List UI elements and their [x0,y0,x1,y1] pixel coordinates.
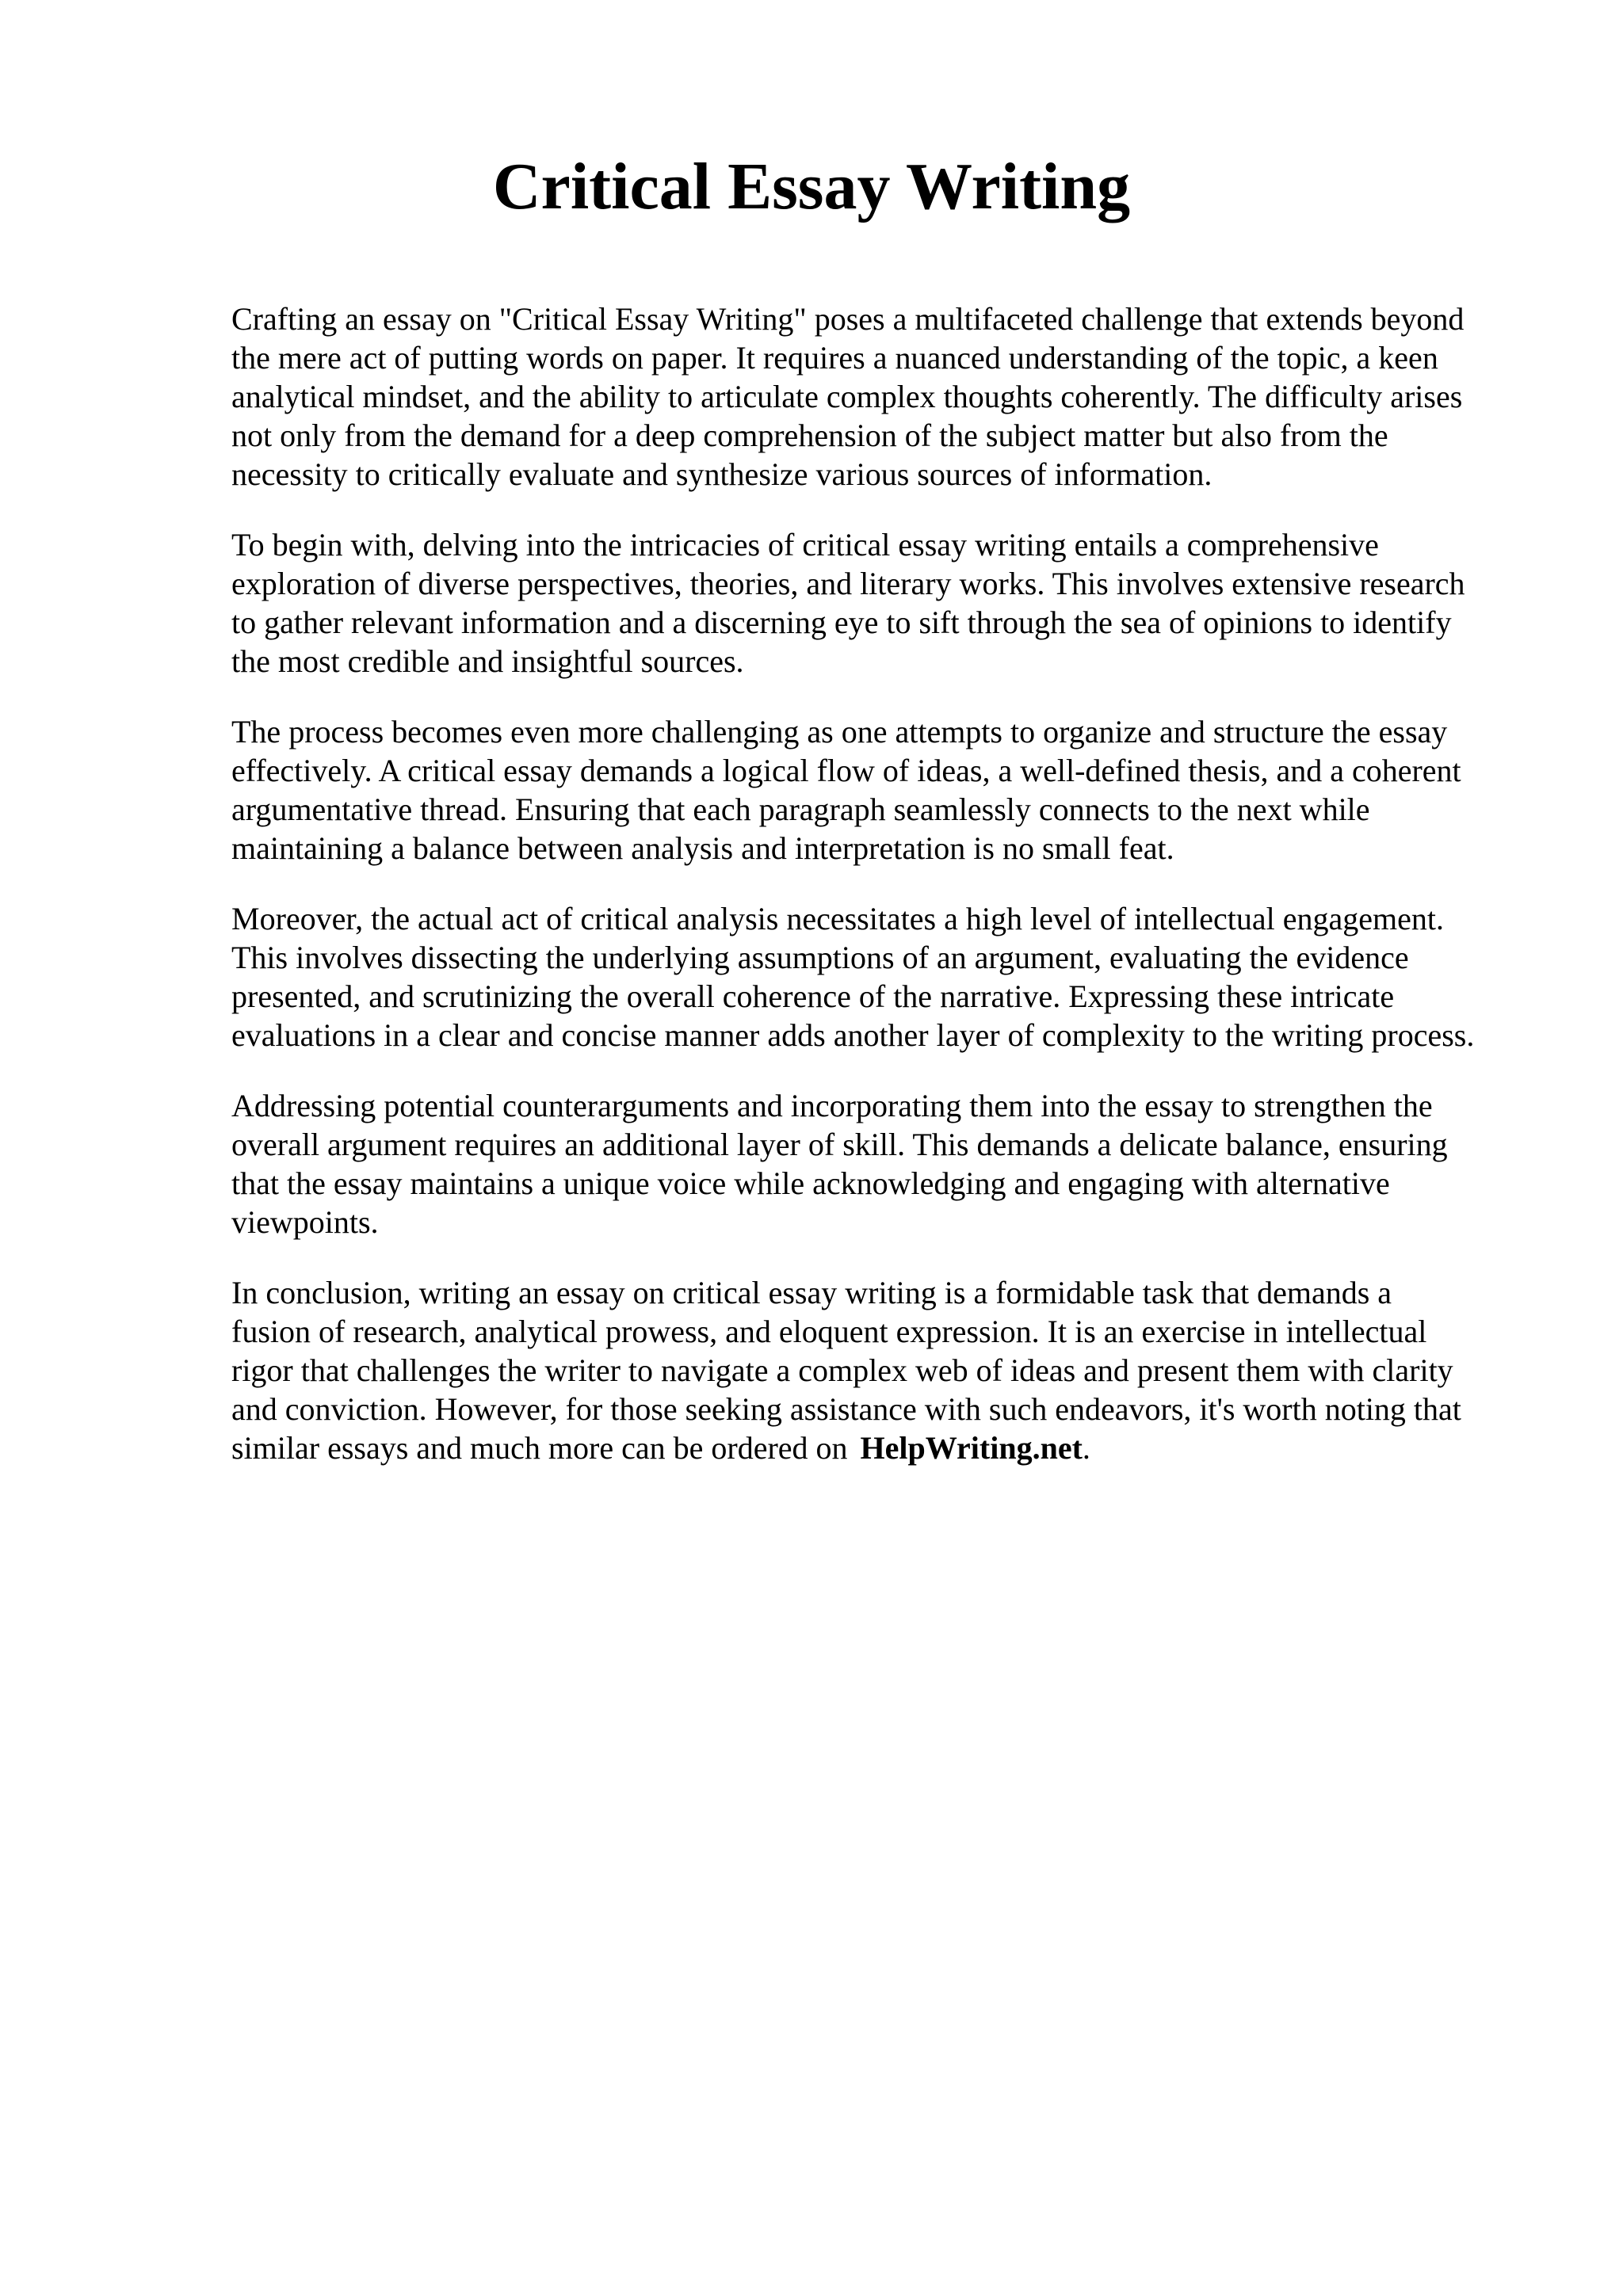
paragraph-line: not only from the demand for a deep comprehension of the subject matter but also from the [231,418,1388,453]
brand-name: HelpWriting.net [860,1430,1083,1466]
paragraph-line: Addressing potential counterarguments and incorporating them into the essay to strengthen the [231,1088,1433,1123]
paragraph-line: maintaining a balance between analysis and interpretation is no small feat. [231,830,1174,866]
paragraph-line: In conclusion, writing an essay on critical essay writing is a formidable task that demands a [231,1275,1392,1310]
paragraph-line: To begin with, delving into the intricacies of critical essay writing entails a comprehensive [231,527,1379,563]
paragraph-line: analytical mindset, and the ability to articulate complex thoughts coherently. The difficulty arises [231,379,1463,414]
paragraph-line: to gather relevant information and a discerning eye to sift through the sea of opinions to identify [231,605,1452,640]
paragraph-2 [231,525,1531,681]
paragraph-line: fusion of research, analytical prowess, and eloquent expression. It is an exercise in intellectual [231,1314,1427,1349]
paragraph-line: viewpoints. [231,1204,379,1240]
paragraph-line: presented, and scrutinizing the overall coherence of the narrative. Expressing these intricate [231,978,1395,1014]
paragraph-line: that the essay maintains a unique voice while acknowledging and engaging with alternative [231,1165,1390,1201]
paragraph-line: This involves dissecting the underlying assumptions of an argument, evaluating the evidence [231,940,1409,975]
paragraph-line: the mere act of putting words on paper. It requires a nuanced understanding of the topic, a keen [231,340,1438,376]
paragraph-6 [231,1273,1531,1467]
paragraph-line: evaluations in a clear and concise manner adds another layer of complexity to the writing process. [231,1017,1475,1053]
paragraph-line: and conviction. However, for those seeking assistance with such endeavors, it's worth noting that [231,1391,1461,1427]
paragraph-line: The process becomes even more challenging as one attempts to organize and structure the essay [231,714,1448,749]
paragraph-line: effectively. A critical essay demands a logical flow of ideas, a well-defined thesis, and a coherent [231,753,1461,788]
paragraph-line: Crafting an essay on "Critical Essay Writing" poses a multifaceted challenge that extends beyond [231,301,1465,337]
paragraph-5 [231,1086,1531,1241]
paragraph-line: rigor that challenges the writer to navigate a complex web of ideas and present them with clarity [231,1352,1453,1388]
paragraph-final-line [231,1428,1531,1467]
paragraph-line: argumentative thread. Ensuring that each paragraph seamlessly connects to the next while [231,791,1370,827]
final-line-period: . [1082,1430,1090,1466]
paragraph-line: the most credible and insightful sources. [231,643,744,679]
paragraph-line: exploration of diverse perspectives, theories, and literary works. This involves extensive research [231,566,1465,601]
paragraph-3 [231,712,1531,868]
paragraph-line: Moreover, the actual act of critical analysis necessitates a high level of intellectual engagement. [231,901,1444,936]
final-line-text: similar essays and much more can be ordered on [231,1430,856,1466]
paragraph-4 [231,899,1531,1055]
document-body [231,299,1531,1499]
document-title: Critical Essay Writing [492,150,1131,223]
paragraph-line: overall argument requires an additional layer of skill. This demands a delicate balance, ensuring [231,1127,1448,1162]
paragraph-1 [231,299,1531,494]
paragraph-line: necessity to critically evaluate and synthesize various sources of information. [231,456,1212,492]
